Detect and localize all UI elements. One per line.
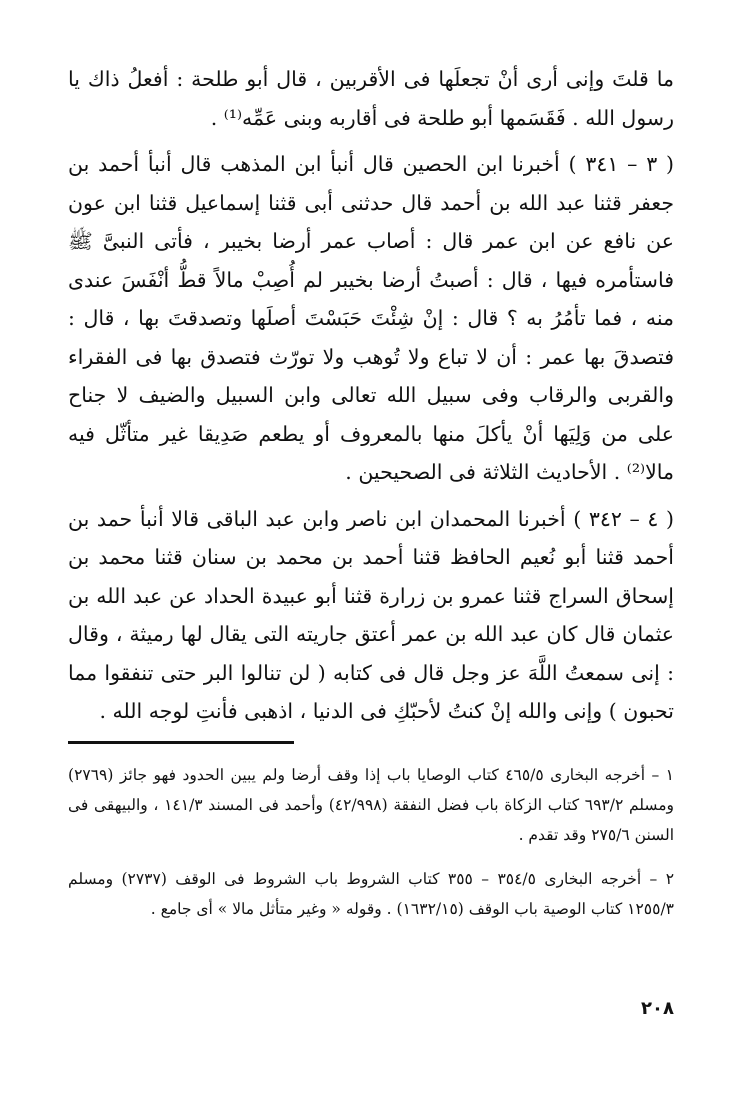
footnote-2: ٢ – أخرجه البخارى ٣٥٤/٥ – ٣٥٥ كتاب الشروط باب الشروط فى الوقف (٢٧٣٧) ومسلم ١٢٥٥/٣ كتاب الوصية باب الوقف (١٦٣٢/١٥) . وقوله « وغير متأثل مالا » أى جامع . [68,870,675,918]
book-page [68,60,674,1096]
hadith-paragraph-341: ( ٣ – ٣٤١ ) أخبرنا ابن الحصين قال أنبأ ابن المذهب قال أنبأ أحمد بن جعفر قثنا عبد الله بن أحمد قال حدثنى أبى قثنا إسماعيل قثنا ابن عون عن نافع عن ابن عمر قال : أصاب عمر أرضا بخيبر ، فأتى النبىَّ ﷺ فاستأمره فيها ، قال : أصبتُ أرضا بخيبر لم أُصِبْ مالاً قطُّ أنْفَسَ عندى منه ، فما تأمُرُ به ؟ قال : إنْ شِئْتَ حَبَسْتَ أصلَها وتصدقتَ بها ، قال : فتصدقَ بها عمر : أن لا تباع ولا تُوهب ولا تورّث فتصدق بها فى الفقراء والقربى والرقاب وفى سبيل الله تعالى وابن السبيل والضيف لا جناح على من وَلِيَها أنْ يأكلَ منها بالمعروف أو يطعم صَدِيقا غير متأثّل فيه مالا⁽²⁾ . الأحاديث الثلاثة فى الصحيحين . [68,152,674,484]
page-number: ٢٠٨ [641,998,674,1019]
footnote-divider [68,741,294,744]
hadith-paragraph-342: ( ٤ – ٣٤٢ ) أخبرنا المحمدان ابن ناصر وابن عبد الباقى قالا أنبأ حمد بن أحمد قثنا أبو نُعيم الحافظ قثنا أحمد بن محمد بن سنان قثنا محمد بن إسحاق السراج قثنا عمرو بن زرارة قثنا أبو عبيدة الحداد عن عبد الله بن عثمان قال كان عبد الله بن عمر أعتق جاريته التى يقال لها رميثة ، وقال : إنى سمعتُ اللَّهَ عز وجل قال فى كتابه ( لن تنالوا البر حتى تنفقوا مما تحبون ) وإنى والله إنْ كنتُ لأحبّكِ فى الدنيا ، اذهبى فأنتِ لوجه الله . [68,506,674,723]
footnotes-section [68,760,674,924]
footnote-1: ١ – أخرجه البخارى ٤٦٥/٥ كتاب الوصايا باب إذا وقف أرضا ولم يبين الحدود فهو جائز (٢٧٦٩) ومسلم ٦٩٣/٢ كتاب الزكاة باب فضل النفقة (٤٢/٩٩٨) وأحمد فى المسند ١٤١/٣ ، والبيهقى فى السنن ٢٧٥/٦ وقد تقدم . [68,766,675,844]
text-paragraph-1: ما قلتَ وإنى أرى أنْ تجعلَها فى الأقربين ، قال أبو طلحة : أفعلُ ذاك يا رسول الله . فَقَسَمها أبو طلحة فى أقاربه وبنى عَمِّه⁽¹⁾ . [68,67,674,130]
